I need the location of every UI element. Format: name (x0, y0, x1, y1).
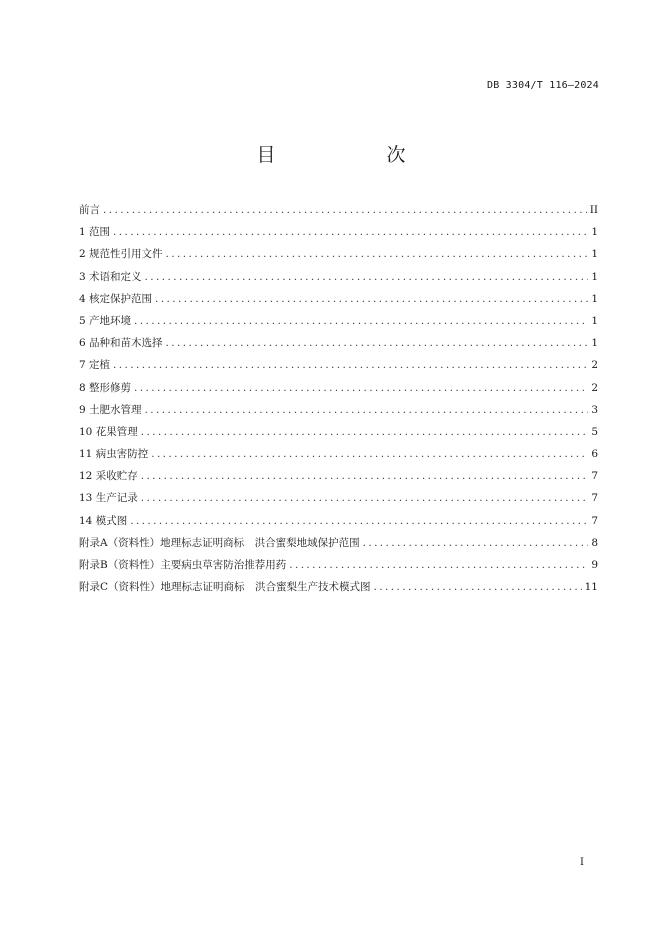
dot-leader (155, 288, 588, 310)
dot-leader (374, 576, 582, 598)
toc-entry-label: 9 土肥水管理 (79, 403, 142, 416)
toc-entry-label: 附录C（资料性）地理标志证明商标 洪合蜜梨生产技术模式图 (79, 581, 371, 594)
toc-entry-label: 1 范围 (79, 226, 111, 239)
toc-entry-page: 3 (591, 403, 598, 416)
dot-leader (289, 554, 588, 576)
toc-entry-page: 2 (591, 359, 598, 372)
toc-entry-page: 5 (591, 425, 598, 438)
toc-entry-appendix-a[interactable] (79, 532, 598, 554)
toc-entry-pest-control[interactable] (79, 443, 598, 465)
dot-leader (134, 377, 588, 399)
toc-entry-page: 1 (591, 292, 598, 305)
toc-entry-label: 5 产地环境 (79, 314, 132, 327)
toc-entry-protection-scope[interactable] (79, 288, 598, 310)
toc-entry-label: 7 定植 (79, 359, 111, 372)
toc-entry-label: 10 花果管理 (79, 425, 138, 438)
toc-entry-production-records[interactable] (79, 487, 598, 509)
dot-leader (166, 332, 589, 354)
toc-entry-page: II (589, 204, 598, 216)
toc-entry-appendix-b[interactable] (79, 554, 598, 576)
page-title: 目 次 (256, 144, 452, 166)
toc-entry-label: 6 品种和苗木选择 (79, 337, 163, 350)
toc-entry-scope[interactable] (79, 221, 598, 243)
toc-entry-page: 7 (591, 492, 598, 505)
toc-entry-model-diagram[interactable] (79, 510, 598, 532)
toc-entry-page: 1 (591, 337, 598, 350)
dot-leader (103, 199, 587, 221)
toc-entry-production-environment[interactable] (79, 310, 598, 332)
dot-leader (141, 465, 589, 487)
toc-entry-label: 附录A（资料性）地理标志证明商标 洪合蜜梨地域保护范围 (79, 536, 360, 549)
dot-leader (145, 266, 589, 288)
toc-entry-label: 12 采收贮存 (79, 470, 138, 483)
toc-entry-page: 6 (591, 448, 598, 461)
dot-leader (363, 532, 589, 554)
dot-leader (113, 221, 588, 243)
toc-entry-page: 2 (591, 381, 598, 394)
toc-entry-page: 7 (591, 514, 598, 527)
dot-leader (141, 421, 589, 443)
toc-entry-label: 8 整形修剪 (79, 381, 132, 394)
toc-entry-label: 附录B（资料性）主要病虫草害防治推荐用药 (79, 559, 287, 571)
toc-entry-page: 1 (591, 226, 598, 239)
dot-leader (145, 399, 589, 421)
toc-entry-label: 3 术语和定义 (79, 270, 142, 283)
toc-entry-variety-seedling[interactable] (79, 332, 598, 354)
toc-entry-label: 前言 (79, 204, 100, 216)
table-of-contents (79, 199, 598, 598)
toc-entry-normative-references[interactable] (79, 243, 598, 265)
dot-leader (113, 354, 588, 376)
toc-entry-page: 1 (591, 314, 598, 327)
dot-leader (166, 243, 589, 265)
toc-entry-page: 1 (591, 248, 598, 261)
toc-entry-label: 2 规范性引用文件 (79, 248, 163, 261)
dot-leader (134, 310, 588, 332)
toc-entry-appendix-c[interactable] (79, 576, 598, 598)
toc-entry-page: 7 (591, 470, 598, 483)
toc-entry-preface[interactable] (79, 199, 598, 221)
toc-entry-page: 9 (591, 559, 598, 571)
page-number: I (580, 857, 584, 868)
toc-entry-page: 1 (591, 270, 598, 283)
toc-entry-page: 11 (584, 581, 598, 594)
toc-entry-terms-definitions[interactable] (79, 266, 598, 288)
toc-entry-soil-fertilizer-water[interactable] (79, 399, 598, 421)
toc-entry-label: 4 核定保护范围 (79, 292, 153, 305)
standard-code: DB 3304/T 116—2024 (487, 80, 599, 91)
toc-entry-harvest-storage[interactable] (79, 465, 598, 487)
toc-entry-label: 11 病虫害防控 (79, 448, 149, 461)
toc-entry-pruning[interactable] (79, 377, 598, 399)
toc-entry-label: 13 生产记录 (79, 492, 138, 505)
dot-leader (130, 510, 588, 532)
toc-entry-label: 14 模式图 (79, 514, 128, 527)
dot-leader (151, 443, 588, 465)
toc-entry-flower-fruit[interactable] (79, 421, 598, 443)
dot-leader (141, 487, 589, 509)
toc-entry-planting[interactable] (79, 354, 598, 376)
toc-entry-page: 8 (591, 536, 598, 549)
